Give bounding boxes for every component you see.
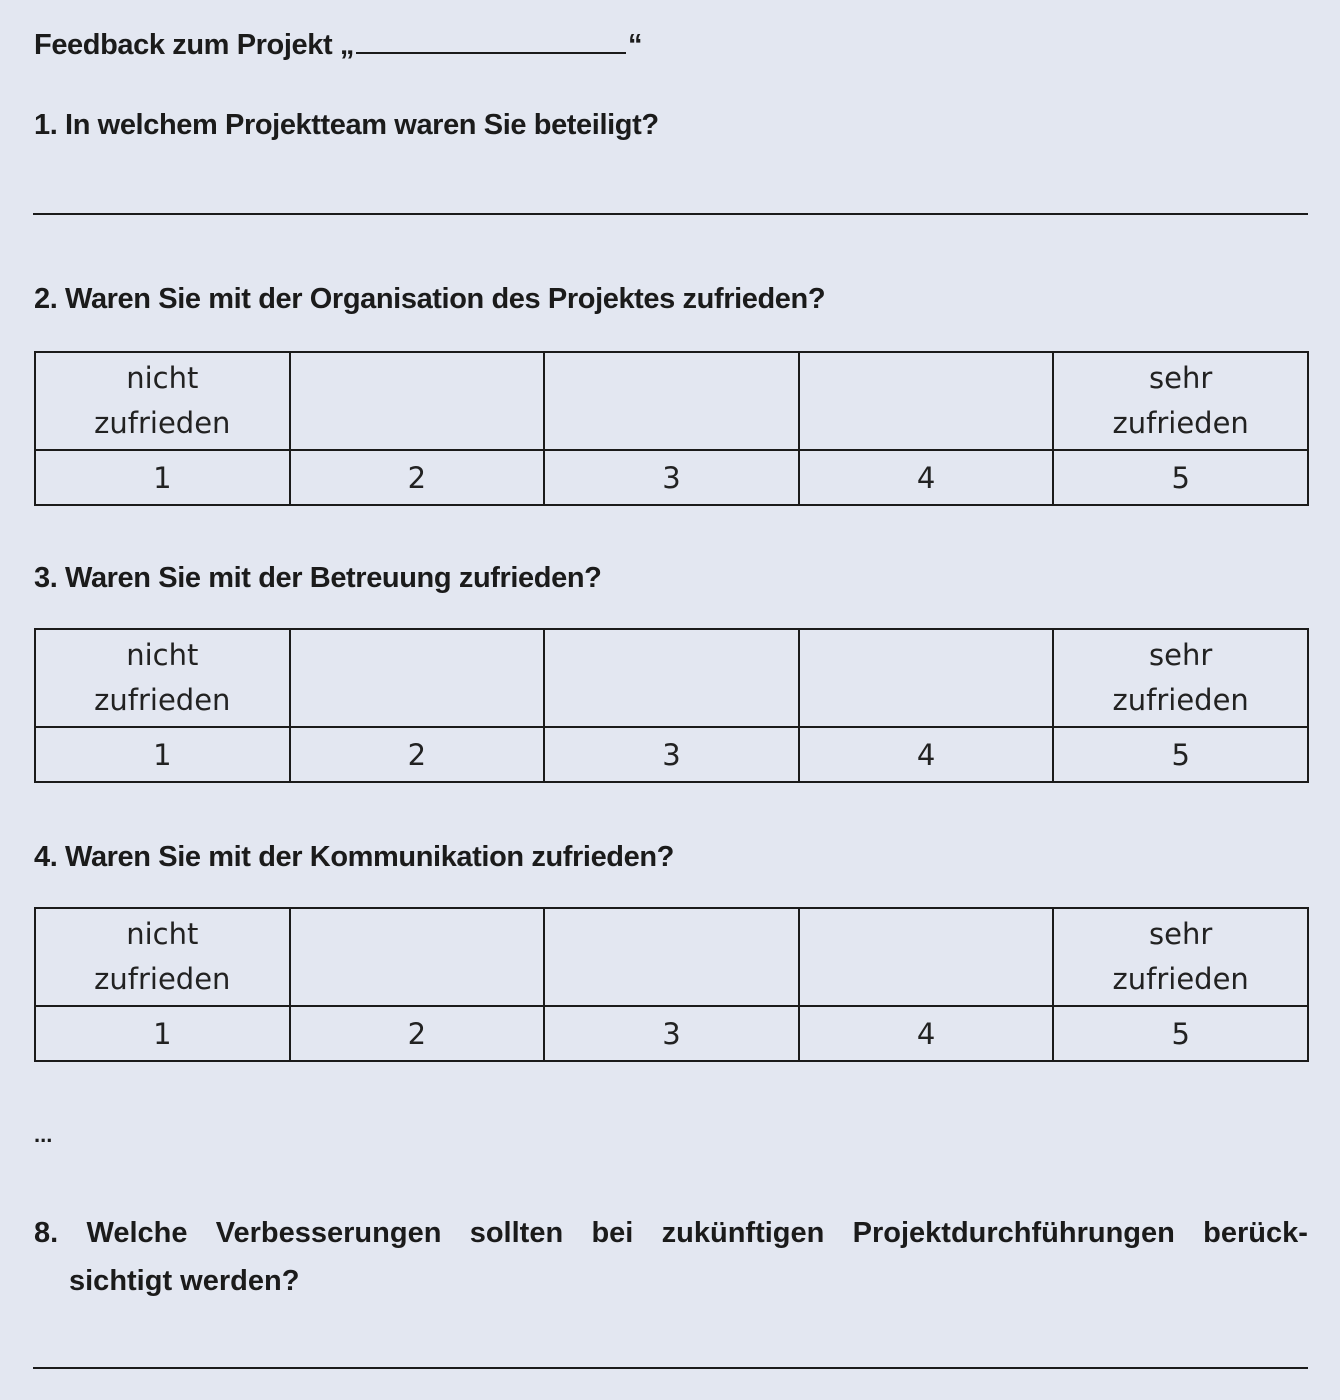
rating-option-4[interactable]: 4 — [799, 450, 1054, 505]
rating-option-5[interactable]: 5 — [1053, 727, 1308, 782]
rating-option-1[interactable]: 1 — [35, 1006, 290, 1061]
rating-option-2[interactable]: 2 — [290, 1006, 545, 1061]
q8-word: 8. — [34, 1217, 59, 1249]
rating-option-1[interactable]: 1 — [35, 450, 290, 505]
question-4-text: 4. Waren Sie mit der Kommunikation zufrieden? — [34, 841, 674, 873]
scale-high-label: sehr zufrieden — [1053, 908, 1308, 1006]
question-8-line-2: sichtigt werden? — [69, 1265, 300, 1297]
rating-option-2[interactable]: 2 — [290, 727, 545, 782]
question-8-line-1 — [34, 1209, 1308, 1257]
scale-high-label: sehr zufrieden — [1053, 629, 1308, 727]
scale-high-label: sehr zufrieden — [1053, 352, 1308, 450]
rating-option-5[interactable]: 5 — [1053, 450, 1308, 505]
rating-scale-q3 — [34, 628, 1309, 783]
rating-option-1[interactable]: 1 — [35, 727, 290, 782]
scale-label-blank — [544, 908, 799, 1006]
omitted-questions-ellipsis: ... — [34, 1122, 53, 1147]
q8-word: Projektdurchführungen — [852, 1217, 1175, 1249]
scale-label-blank — [799, 352, 1054, 450]
question-2-text: 2. Waren Sie mit der Organisation des Projektes zufrieden? — [34, 283, 826, 315]
q8-word: Verbesserungen — [215, 1217, 442, 1249]
scale-label-blank — [799, 629, 1054, 727]
scale-label-blank — [290, 908, 545, 1006]
q8-word: zukünftigen — [661, 1217, 825, 1249]
question-8-text — [34, 1209, 1308, 1305]
q8-word: Welche — [86, 1217, 188, 1249]
project-name-blank[interactable] — [356, 30, 626, 54]
rating-scale-q4 — [34, 907, 1309, 1062]
rating-option-3[interactable]: 3 — [544, 450, 799, 505]
form-title-prefix: Feedback zum Projekt „ — [34, 29, 354, 61]
scale-low-label: nicht zufrieden — [35, 629, 290, 727]
rating-option-4[interactable]: 4 — [799, 1006, 1054, 1061]
answer-line-q8[interactable] — [33, 1367, 1308, 1369]
rating-option-3[interactable]: 3 — [544, 727, 799, 782]
scale-label-blank — [799, 908, 1054, 1006]
scale-label-blank — [544, 352, 799, 450]
rating-option-2[interactable]: 2 — [290, 450, 545, 505]
rating-option-4[interactable]: 4 — [799, 727, 1054, 782]
q8-word: bei — [591, 1217, 634, 1249]
scale-label-blank — [544, 629, 799, 727]
q8-word: berück- — [1203, 1217, 1308, 1249]
question-1-text: 1. In welchem Projektteam waren Sie beteiligt? — [34, 109, 659, 141]
scale-label-blank — [290, 352, 545, 450]
scale-low-label: nicht zufrieden — [35, 908, 290, 1006]
question-3-text: 3. Waren Sie mit der Betreuung zufrieden? — [34, 562, 602, 594]
rating-scale-q2 — [34, 351, 1309, 506]
rating-option-5[interactable]: 5 — [1053, 1006, 1308, 1061]
form-title — [34, 28, 642, 62]
rating-option-3[interactable]: 3 — [544, 1006, 799, 1061]
form-title-suffix: “ — [627, 29, 643, 61]
scale-low-label: nicht zufrieden — [35, 352, 290, 450]
answer-line-q1[interactable] — [33, 213, 1308, 215]
scale-label-blank — [290, 629, 545, 727]
q8-word: sollten — [469, 1217, 564, 1249]
